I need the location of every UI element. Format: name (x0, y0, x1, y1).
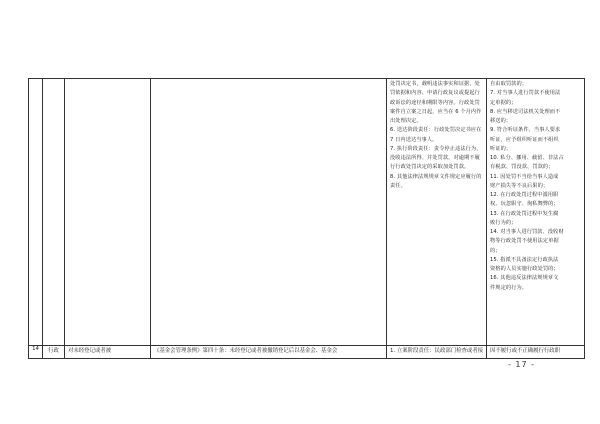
text-line: 定单据的； (490, 99, 517, 106)
category-cell (43, 346, 65, 359)
text-line: 权、玩忽职守、徇私舞弊的； (490, 201, 559, 208)
text-line: 罚依据和内容、申请行政复议或提起行 (390, 90, 480, 97)
text-line: 听证，应予组织听证而不组织 (490, 136, 559, 143)
category-text: 行政 (48, 348, 59, 354)
text-line: 7. 对当事人进行罚款不使用法 (490, 90, 561, 97)
row-number-cell (29, 346, 43, 359)
basis-cell (151, 346, 387, 359)
text-line: 物等行政处罚不使用法定单据 (490, 238, 559, 245)
table-cell (43, 79, 65, 346)
text-line: 案件自立案之日起，应当在 6 个月内作 (390, 108, 482, 115)
accountability-cell (487, 79, 585, 346)
basis-text: 《基金会管理条例》第四十条：未经登记或者被撤销登记后以基金会、基金会 (154, 348, 338, 354)
page-number: - 17 - (508, 360, 536, 369)
text-line: 自由取罚款的； (490, 81, 528, 87)
text-line: 资格的人员实施行政处罚的； (490, 266, 559, 272)
text-line: 15. 指派不具备法定行政执法 (490, 256, 559, 263)
text-line: 13. 在行政处罚过程中发生腐 (490, 210, 559, 217)
text-line: 听证的； (490, 145, 512, 152)
responsibility-text: 1. 立案阶段责任：民政部门检查或者接 (390, 348, 484, 354)
text-line: 的； (490, 247, 501, 254)
table-cell (29, 79, 43, 346)
text-line: 10. 私分、挪用、截留、非法占 (490, 155, 564, 161)
table-cell (151, 79, 387, 346)
text-line: 6. 送达阶段责任：行政处罚决定书应在 (390, 127, 482, 134)
text-line: 8. 应当移送司法机关处理而不 (490, 108, 561, 115)
text-line: 移送的； (490, 118, 512, 124)
text-line: 处罚决定书，载明违法事实和证据、处 (390, 81, 480, 87)
text-line: 没收违法所得、并处罚款，对逾期不履 (390, 155, 480, 161)
text-line: 件规定的行为。 (490, 284, 528, 291)
text-line: 7 日内送达当事人。 (390, 136, 438, 143)
text-line: 行行政处罚决定的采取加处罚款。 (390, 164, 470, 171)
responsibility-cell (387, 346, 487, 359)
accountability-text: 因不履行或不正确履行行政职 (490, 348, 561, 354)
text-line: 16. 其他违反法律法规规章文 (490, 275, 559, 282)
text-line: 12. 在行政处罚过程中滥用职 (490, 192, 559, 198)
text-line: 败行为的； (490, 219, 517, 226)
text-line: 8. 其他法律法规规章文件规定应履行的 (390, 173, 482, 180)
responsibility-table (28, 78, 585, 359)
table-row (29, 79, 585, 346)
text-line: 11. 因处罚不当给当事人造成 (490, 173, 559, 180)
item-cell (65, 346, 151, 359)
text-line: 政诉讼的途径和期限等内容。行政处罚 (390, 99, 480, 106)
table-cell (65, 79, 151, 346)
table-row (29, 346, 585, 359)
text-line: 14. 对当事人进行罚款、没收财 (490, 229, 564, 235)
text-line: 责任。 (390, 182, 406, 189)
accountability-text (487, 79, 584, 293)
text-line: 7. 执行阶段责任：责令停止违法行为， (390, 145, 482, 152)
text-line: 出处理决定。 (390, 118, 422, 124)
text-line: 有税款、罚没款、罚款的； (490, 164, 554, 171)
accountability-cell (487, 346, 585, 359)
item-text: 对未经登记或者被 (68, 348, 112, 354)
text-line: 9. 符合听证条件、当事人要求 (490, 127, 561, 134)
responsibility-text (387, 79, 486, 191)
text-line: 财产损失等不良后果的； (490, 182, 549, 189)
responsibility-cell (387, 79, 487, 346)
row-number: 14 (32, 346, 39, 352)
